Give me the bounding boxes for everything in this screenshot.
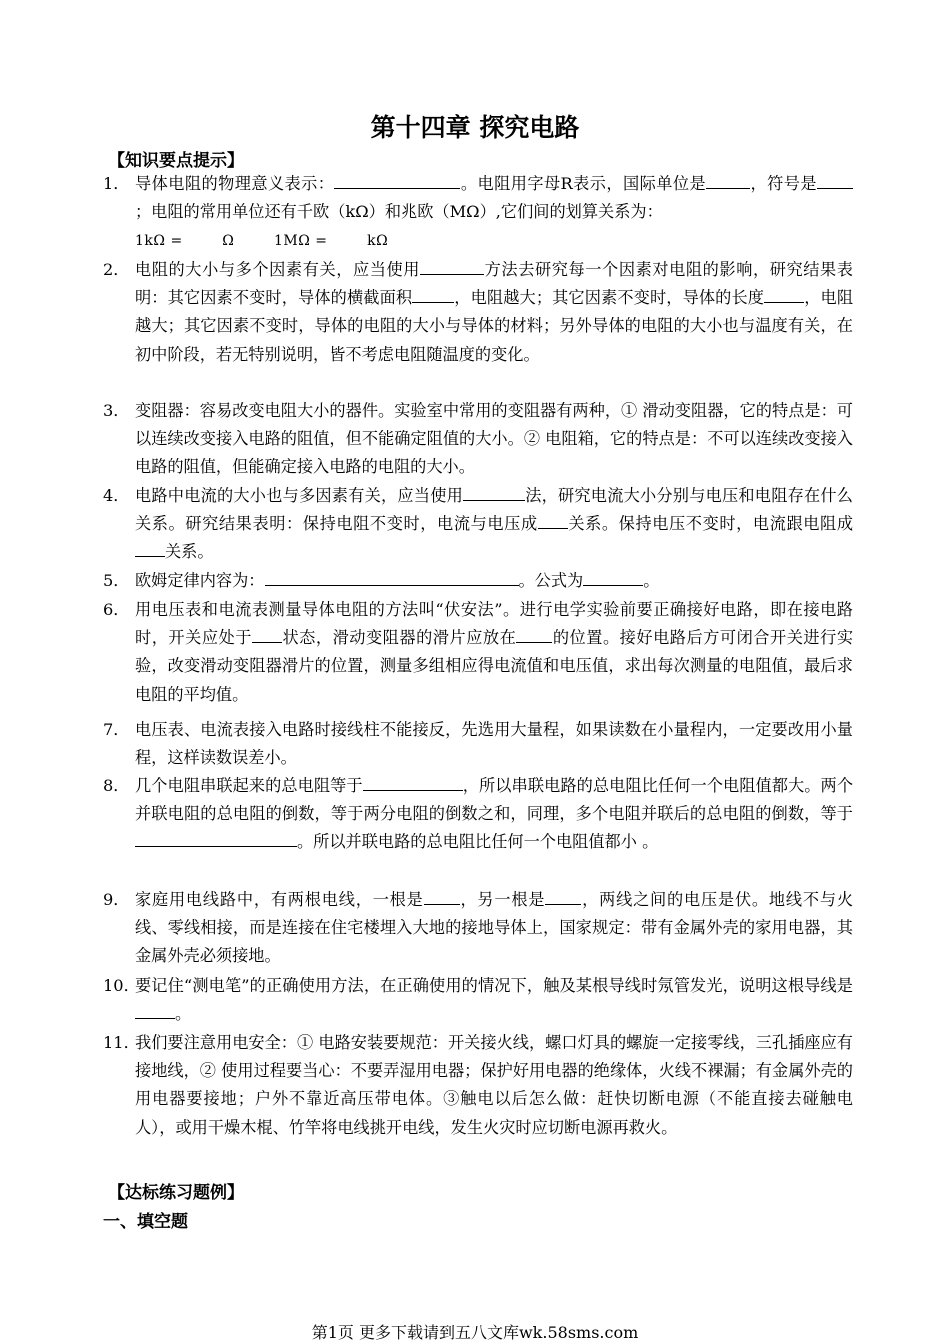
item-text: 电阻的大小与多个因素有关，应当使用 方法去研究每一个因素对电阻的影响，研究结果表明：其它因素不变时，导体的横截面积 ，电阻越大；其它因素不变时，导体的长度 ，电阻越大；其它因素不变时，导体的电阻的大小与导体的材料；另外导体的电阻的大小也与温度有关，在初中阶段，若无特别说明，皆不考虑电阻随温度的变化。 bbox=[135, 256, 853, 369]
list-item bbox=[103, 397, 853, 482]
item-text: 电压表、电流表接入电路时接线柱不能接反，先选用大量程，如果读数在小量程内，一定要改用小量程，这样读数误差小。 bbox=[135, 720, 853, 768]
item-text: 变阻器：容易改变电阻大小的器件。实验室中常用的变阻器有两种，① 滑动变阻器，它的特点是：可以连续改变接入电路的阻值，但不能确定阻值的大小。② 电阻箱，它的特点是：不可以连续改变接入电路的阻值，但能确定接入电路的电阻的大小。 bbox=[135, 401, 853, 477]
item-number: 4． bbox=[103, 486, 130, 505]
item-text: 家庭用电线路中，有两根电线，一根是 ，另一根是 ，两线之间的电压是伏。地线不与火线、零线相接，而是连接在住宅楼埋入大地的接地导体上，国家规定：带有金属外壳的家用电器，其金属外壳必须接地。 bbox=[135, 886, 853, 971]
list-item bbox=[103, 772, 853, 857]
item-number: 10． bbox=[103, 976, 140, 995]
item-number: 8． bbox=[103, 776, 130, 795]
item-number: 5． bbox=[103, 571, 130, 590]
answer-blank[interactable] bbox=[252, 625, 282, 643]
answer-blank[interactable] bbox=[545, 887, 581, 905]
answer-blank[interactable] bbox=[135, 829, 297, 847]
item-text: 电路中电流的大小也与多因素有关，应当使用 法，研究电流大小分别与电压和电阻存在什么关系。研究结果表明：保持电阻不变时，电流与电压成 关系。保持电压不变时，电流跟电阻成关系。 bbox=[135, 482, 853, 567]
section-heading-knowledge: 【知识要点提示】 bbox=[108, 151, 244, 171]
answer-blank[interactable] bbox=[265, 568, 519, 586]
answer-blank[interactable] bbox=[538, 511, 568, 529]
item-number: 7． bbox=[103, 720, 130, 739]
item-number: 11． bbox=[103, 1033, 140, 1052]
item-text: 用电压表和电流表测量导体电阻的方法叫“伏安法”。进行电学实验前要正确接好电路，即在接电路时，开关应处于 状态，滑动变阻器的滑片应放在 的位置。接好电路后方可闭合开关进行实验，改变滑动变阻器滑片的位置，测量多组相应得电流值和电压值，求出每次测量的电阻值，最后求电阻的平均值。 bbox=[135, 600, 854, 704]
item-text: 我们要注意用电安全：① 电路安装要规范：开关接火线，螺口灯具的螺旋一定接零线，三孔插座应有接地线，② 使用过程要当心：不要弄湿用电器；保护好用电器的绝缘体，火线不裸漏；有金属外壳的用电器要接地；户外不靠近高压带电体。③触电以后怎么做：赶快切断电源（不能直接去碰触电人），或用干燥木棍、竹竿将电线挑开电线，发生火灾时应切断电源再救火。 bbox=[135, 1033, 853, 1137]
list-item bbox=[103, 1029, 853, 1142]
answer-blank[interactable] bbox=[706, 171, 750, 189]
list-item bbox=[103, 596, 853, 709]
list-item bbox=[103, 170, 853, 256]
list-item bbox=[103, 256, 853, 369]
answer-blank[interactable] bbox=[363, 773, 463, 791]
answer-blank[interactable] bbox=[764, 285, 804, 303]
answer-blank[interactable] bbox=[420, 257, 484, 275]
item-number: 1． bbox=[103, 174, 130, 193]
item-text: 要记住“测电笔”的正确使用方法，在正确使用的情况下，触及某根导线时氖管发光，说明这根导线是。 bbox=[135, 976, 853, 1024]
answer-blank[interactable] bbox=[412, 285, 454, 303]
item-text: 欧姆定律内容为： 。公式为 。 bbox=[135, 567, 853, 595]
list-item bbox=[103, 482, 853, 567]
item-number: 3． bbox=[103, 401, 130, 420]
answer-blank[interactable] bbox=[583, 568, 643, 586]
list-item bbox=[103, 886, 853, 971]
answer-blank[interactable] bbox=[334, 171, 460, 189]
list-item bbox=[103, 716, 853, 772]
answer-blank[interactable] bbox=[135, 1001, 175, 1019]
answer-blank[interactable] bbox=[135, 539, 165, 557]
item-text: 导体电阻的物理意义表示： 。电阻用字母R表示，国际单位是 ，符号是；电阻的常用单位还有千欧（kΩ）和兆欧（MΩ）,它们间的划算关系为： 1kΩ = Ω 1MΩ = kΩ bbox=[135, 170, 853, 256]
item-number: 6． bbox=[103, 600, 130, 619]
answer-blank[interactable] bbox=[516, 625, 552, 643]
chapter-title: 第十四章 探究电路 bbox=[370, 113, 580, 142]
answer-blank[interactable] bbox=[424, 887, 460, 905]
answer-blank[interactable] bbox=[463, 483, 525, 501]
answer-blank[interactable] bbox=[817, 171, 853, 189]
section-heading-practice: 【达标练习题例】 bbox=[108, 1183, 244, 1203]
item-number: 9． bbox=[103, 890, 130, 909]
list-item bbox=[103, 567, 853, 595]
page-footer: 第1页 更多下载请到五八文库wk.58sms.com bbox=[311, 1323, 639, 1342]
list-item bbox=[103, 972, 853, 1028]
section-heading-fill-blank: 一、填空题 bbox=[103, 1212, 188, 1232]
item-text: 几个电阻串联起来的总电阻等于 ，所以串联电路的总电阻比任何一个电阻值都大。两个并联电阻的总电阻的倒数，等于两分电阻的倒数之和，同理，多个电阻并联后的总电阻的倒数，等于。所以并联电路的总电阻比任何一个电阻值都小 。 bbox=[135, 772, 853, 857]
item-number: 2． bbox=[103, 260, 130, 279]
